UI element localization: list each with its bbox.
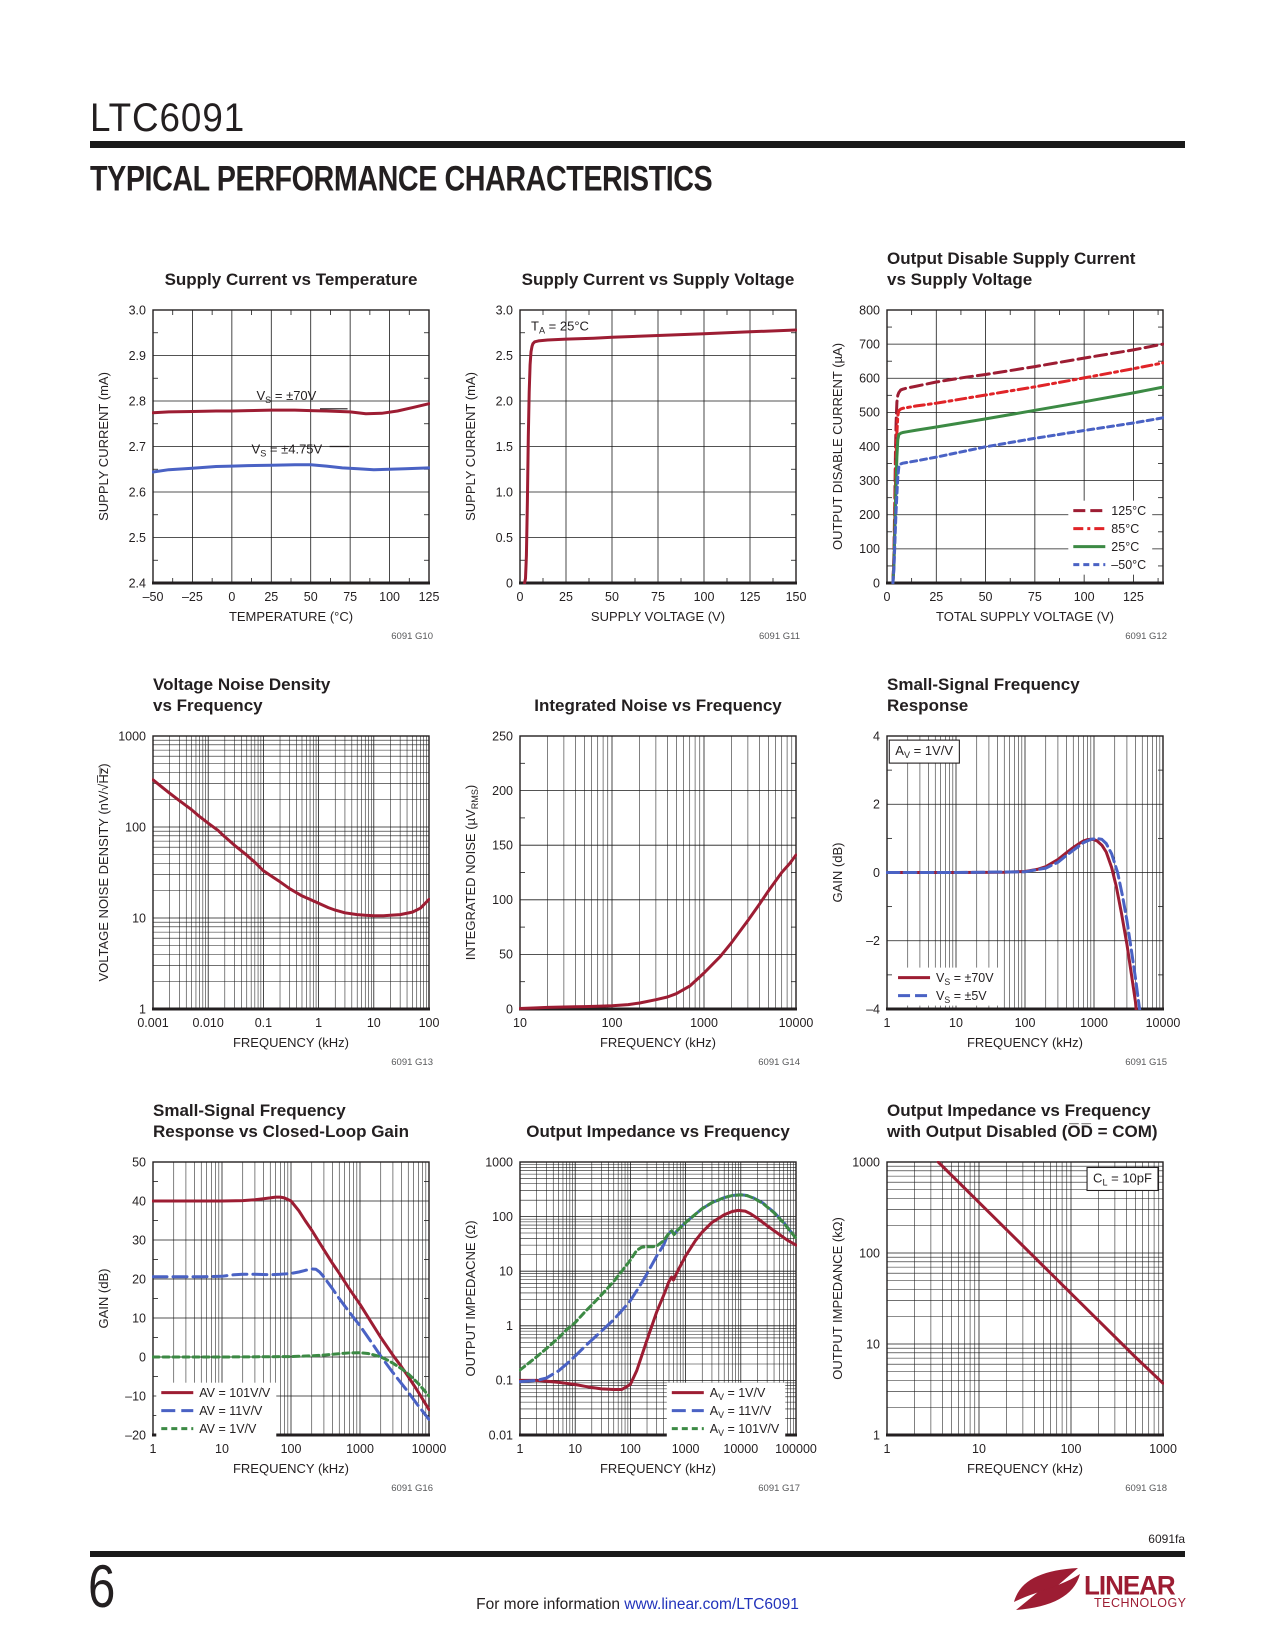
chart-title-line: Supply Current vs Supply Voltage (521, 270, 795, 289)
svg-text:250: 250 (492, 729, 513, 744)
svg-text:1000: 1000 (690, 1016, 718, 1030)
svg-text:75: 75 (343, 590, 358, 604)
doc-code: 6091fa (1148, 1532, 1185, 1546)
svg-text:30: 30 (132, 1233, 146, 1248)
chart-output-impedance (456, 1092, 817, 1494)
svg-text:100: 100 (601, 1016, 623, 1030)
svg-text:1: 1 (873, 1428, 880, 1443)
svg-text:0.010: 0.010 (192, 1016, 224, 1030)
svg-text:0: 0 (516, 590, 524, 604)
chart-supply-current-vs-temperature (89, 240, 440, 642)
svg-text:150: 150 (492, 838, 513, 853)
legend (893, 968, 1000, 1006)
y-axis-label: VOLTAGE NOISE DENSITY (nV/√H̅z̅) (96, 763, 111, 982)
svg-text:1.5: 1.5 (495, 439, 513, 454)
chart-title-line: Supply Current vs Temperature (164, 270, 418, 289)
svg-text:–4: –4 (866, 1002, 880, 1017)
chart-title-line: Voltage Noise Density (153, 675, 331, 694)
part-number: LTC6091 (90, 96, 246, 140)
svg-text:–50°C: –50°C (1111, 557, 1147, 572)
series-line (525, 330, 796, 583)
svg-text:50: 50 (499, 947, 513, 962)
chart-id: 6091 G12 (1125, 631, 1167, 642)
svg-text:125: 125 (1122, 590, 1144, 604)
svg-text:1000: 1000 (1080, 1016, 1108, 1030)
svg-text:AV = 11V/V: $A_V = 11V/V$ (709, 1403, 772, 1420)
svg-text:VS = ±5V: $V_S = \pm 5V$ (936, 988, 987, 1005)
chart-title-line: Response (887, 696, 969, 715)
svg-text:10: 10 (132, 911, 146, 926)
chart-canvas (823, 292, 1169, 644)
svg-text:50: 50 (978, 590, 993, 604)
svg-text:10000: 10000 (411, 1442, 447, 1456)
chart-title (823, 666, 1169, 716)
svg-text:2.4: 2.4 (128, 576, 146, 591)
chart-title-line: Response vs Closed-Loop Gain (153, 1122, 409, 1141)
svg-text:–25: –25 (181, 590, 203, 604)
chart-supply-current-vs-supply-voltage (456, 240, 807, 642)
svg-text:85°C: 85°C (1111, 521, 1140, 536)
page-number: 6 (88, 1553, 116, 1620)
svg-text:50: 50 (132, 1155, 146, 1170)
svg-text:50: 50 (303, 590, 318, 604)
svg-text:1: 1 (506, 1319, 513, 1334)
series-line (520, 1195, 796, 1382)
svg-text:40: 40 (132, 1194, 146, 1209)
logo-canvas (1010, 1566, 1185, 1616)
y-axis-label: SUPPLY CURRENT (mA) (463, 372, 478, 521)
chart-title (89, 1092, 435, 1142)
svg-text:1: 1 (883, 1016, 891, 1030)
svg-text:2.9: 2.9 (128, 348, 146, 363)
svg-text:–20: –20 (125, 1428, 146, 1443)
x-axis-label: TOTAL SUPPLY VOLTAGE (V) (936, 609, 1114, 624)
svg-text:1.0: 1.0 (495, 485, 513, 500)
svg-text:0.1: 0.1 (495, 1373, 513, 1388)
svg-text:700: 700 (859, 337, 880, 352)
chart-voltage-noise-density (89, 666, 440, 1068)
svg-text:100: 100 (125, 820, 146, 835)
svg-text:100: 100 (693, 590, 715, 604)
lt-monogram-icon (1014, 1568, 1080, 1610)
chart-title (89, 240, 435, 290)
svg-text:25: 25 (264, 590, 279, 604)
svg-text:0: 0 (506, 576, 513, 591)
svg-text:–50: –50 (142, 590, 164, 604)
chart-title-line: Integrated Noise vs Frequency (534, 696, 782, 715)
svg-text:75: 75 (1027, 590, 1042, 604)
header-rule (90, 141, 1185, 148)
x-axis-label: TEMPERATURE (°C) (228, 609, 354, 624)
svg-text:125: 125 (739, 590, 761, 604)
svg-text:50: 50 (605, 590, 619, 604)
chart-title-line: Small-Signal Frequency (887, 675, 1080, 694)
svg-text:1000: 1000 (852, 1155, 880, 1170)
svg-text:1000: 1000 (118, 729, 146, 744)
svg-text:VS = ±70V: $V_S = \pm 70V$ (936, 970, 994, 987)
svg-text:100: 100 (1073, 590, 1095, 604)
series-line (520, 1195, 796, 1370)
svg-text:1: 1 (139, 1002, 146, 1017)
chart-integrated-noise (456, 666, 814, 1068)
svg-text:0.01: 0.01 (488, 1428, 513, 1443)
svg-text:10000: 10000 (778, 1016, 814, 1030)
svg-text:10000: 10000 (1145, 1016, 1181, 1030)
chart-output-impedance-disabled (823, 1092, 1177, 1494)
chart-id: 6091 G18 (1125, 1483, 1167, 1494)
svg-text:20: 20 (132, 1272, 146, 1287)
chart-title (89, 666, 435, 716)
x-axis-label: SUPPLY VOLTAGE (V) (590, 609, 726, 624)
svg-text:–10: –10 (125, 1389, 146, 1404)
chart-id: 6091 G13 (391, 1057, 433, 1068)
chart-output-disable-supply-current (823, 240, 1169, 642)
series-line (520, 855, 796, 1009)
svg-text:2.7: 2.7 (128, 439, 146, 454)
x-axis-label: FREQUENCY (kHz) (966, 1035, 1084, 1050)
svg-text:0: 0 (139, 1350, 146, 1365)
svg-text:1000: 1000 (346, 1442, 374, 1456)
svg-text:2.5: 2.5 (495, 348, 513, 363)
chart-title (823, 1092, 1169, 1142)
annotation: $C_L = 10pF$ (1093, 1170, 1152, 1188)
svg-text:1000: 1000 (671, 1442, 700, 1456)
x-axis-label: FREQUENCY (kHz) (966, 1461, 1084, 1476)
svg-text:125: 125 (418, 590, 440, 604)
svg-text:0: 0 (228, 590, 236, 604)
chart-title (823, 240, 1169, 290)
svg-text:AV = 1V/V: $A_V = 1V/V$ (709, 1385, 766, 1402)
svg-text:10: 10 (366, 1016, 381, 1030)
chart-canvas (456, 718, 814, 1070)
svg-text:AV = 101V/V: AV = 101V/V (199, 1385, 271, 1400)
footer-info-prefix: For more information (476, 1596, 625, 1613)
svg-text:2.6: 2.6 (128, 485, 146, 500)
y-axis-label: OUTPUT DISABLE CURRENT (µA) (830, 342, 845, 551)
annotation: $T_A = 25^\circ C$ (531, 318, 589, 336)
svg-text:2.8: 2.8 (128, 394, 146, 409)
chart-canvas (823, 718, 1181, 1070)
svg-text:100: 100 (492, 1209, 513, 1224)
y-axis-label: OUTPUT IMPEDACNE (Ω) (463, 1220, 478, 1377)
svg-text:800: 800 (859, 303, 880, 318)
svg-text:200: 200 (859, 508, 880, 523)
chart-id: 6091 G14 (758, 1057, 800, 1068)
svg-text:25: 25 (929, 590, 944, 604)
x-axis-label: FREQUENCY (kHz) (599, 1461, 717, 1476)
svg-text:400: 400 (859, 439, 880, 454)
chart-title-line: vs Supply Voltage (887, 270, 1033, 289)
svg-text:AV = 11V/V: AV = 11V/V (199, 1403, 263, 1418)
svg-text:1: 1 (149, 1442, 157, 1456)
chart-canvas (89, 1144, 447, 1496)
chart-small-signal-frequency-response (823, 666, 1181, 1068)
svg-text:25: 25 (559, 590, 573, 604)
section-title: TYPICAL PERFORMANCE CHARACTERISTICS (90, 158, 713, 198)
annotation: $V_S = \pm 4.75V$ (251, 441, 323, 459)
svg-text:0.5: 0.5 (495, 530, 513, 545)
svg-text:10: 10 (866, 1337, 880, 1352)
svg-text:3.0: 3.0 (128, 303, 146, 318)
chart-title-line: Output Impedance vs Frequency (526, 1122, 790, 1141)
svg-text:TECHNOLOGY: TECHNOLOGY (1094, 1596, 1187, 1610)
series-line (153, 404, 429, 414)
svg-text:1: 1 (516, 1442, 524, 1456)
svg-text:100: 100 (1014, 1016, 1036, 1030)
chart-title-line: Output Impedance vs Frequency (887, 1101, 1151, 1120)
svg-text:75: 75 (651, 590, 665, 604)
svg-text:10: 10 (215, 1442, 229, 1456)
chart-title-line: with Output Disabled (O̅D̅ = COM) (887, 1122, 1158, 1141)
svg-text:100: 100 (418, 1016, 440, 1030)
footer-rule (90, 1551, 1185, 1557)
y-axis-label: OUTPUT IMPEDANCE (kΩ) (830, 1217, 845, 1380)
svg-text:10: 10 (499, 1264, 513, 1279)
chart-title (456, 666, 802, 716)
y-axis-label: GAIN (dB) (96, 1268, 111, 1329)
footer-info-link[interactable]: www.linear.com/LTC6091 (624, 1596, 799, 1613)
svg-text:0: 0 (873, 865, 880, 880)
svg-text:1000: 1000 (1149, 1442, 1177, 1456)
svg-text:0: 0 (506, 1002, 513, 1017)
series-line (153, 780, 429, 916)
svg-text:600: 600 (859, 371, 880, 386)
svg-text:–2: –2 (866, 934, 880, 949)
svg-text:1: 1 (315, 1016, 323, 1030)
chart-id: 6091 G17 (758, 1483, 800, 1494)
legend (156, 1383, 276, 1439)
series-line (153, 465, 429, 472)
chart-canvas (456, 1144, 817, 1496)
annotation: $A_V = 1V/V$ (895, 743, 954, 761)
chart-title (456, 240, 802, 290)
chart-canvas (823, 1144, 1177, 1496)
svg-text:500: 500 (859, 405, 880, 420)
svg-text:2.0: 2.0 (495, 394, 513, 409)
y-axis-label: INTEGRATED NOISE (µV$_{RMS}$) (463, 784, 480, 961)
chart-canvas (456, 292, 807, 644)
svg-text:1: 1 (883, 1442, 891, 1456)
svg-text:3.0: 3.0 (495, 303, 513, 318)
svg-text:10000: 10000 (723, 1442, 759, 1456)
svg-text:150: 150 (785, 590, 807, 604)
chart-id: 6091 G10 (391, 631, 433, 642)
x-axis-label: FREQUENCY (kHz) (232, 1461, 350, 1476)
svg-text:100: 100 (859, 542, 880, 557)
svg-text:10: 10 (513, 1016, 527, 1030)
svg-text:200: 200 (492, 783, 513, 798)
chart-id: 6091 G15 (1125, 1057, 1167, 1068)
svg-text:AV = 1V/V: AV = 1V/V (199, 1421, 257, 1436)
chart-title-line: Small-Signal Frequency (153, 1101, 346, 1120)
chart-title-line: vs Frequency (153, 696, 263, 715)
legend (1068, 501, 1152, 575)
chart-id: 6091 G16 (391, 1483, 433, 1494)
svg-text:0.001: 0.001 (137, 1016, 169, 1030)
svg-text:2.5: 2.5 (128, 530, 146, 545)
svg-text:25°C: 25°C (1111, 539, 1140, 554)
svg-text:300: 300 (859, 473, 880, 488)
svg-text:0.1: 0.1 (254, 1016, 273, 1030)
svg-text:LINEAR: LINEAR (1084, 1569, 1175, 1601)
annotation: $V_S = \pm 70V$ (256, 388, 317, 406)
svg-text:10: 10 (132, 1311, 146, 1326)
svg-text:100: 100 (280, 1442, 302, 1456)
chart-title-line: Output Disable Supply Current (887, 249, 1136, 268)
svg-text:4: 4 (873, 729, 880, 744)
linear-technology-logo (1010, 1566, 1185, 1616)
y-axis-label: GAIN (dB) (830, 842, 845, 903)
chart-canvas (89, 718, 440, 1070)
svg-text:100000: 100000 (775, 1442, 817, 1456)
chart-response-vs-closed-loop-gain (89, 1092, 447, 1494)
svg-text:100: 100 (1060, 1442, 1082, 1456)
svg-text:AV = 101V/V: $A_V = 101V/V$ (709, 1421, 780, 1438)
chart-title (456, 1092, 802, 1142)
svg-text:100: 100 (492, 893, 513, 908)
legend (667, 1383, 785, 1439)
svg-text:100: 100 (379, 590, 401, 604)
svg-text:0: 0 (883, 590, 891, 604)
svg-text:1000: 1000 (485, 1155, 513, 1170)
svg-text:100: 100 (859, 1246, 880, 1261)
charts-grid (89, 240, 1181, 1494)
svg-text:100: 100 (619, 1442, 641, 1456)
x-axis-label: FREQUENCY (kHz) (232, 1035, 350, 1050)
svg-text:10: 10 (568, 1442, 583, 1456)
y-axis-label: SUPPLY CURRENT (mA) (96, 372, 111, 521)
svg-text:10: 10 (949, 1016, 963, 1030)
svg-text:10: 10 (972, 1442, 986, 1456)
chart-canvas (89, 292, 440, 644)
x-axis-label: FREQUENCY (kHz) (599, 1035, 717, 1050)
svg-text:2: 2 (873, 797, 880, 812)
svg-text:0: 0 (873, 576, 880, 591)
chart-id: 6091 G11 (758, 631, 800, 642)
svg-text:125°C: 125°C (1111, 503, 1147, 518)
